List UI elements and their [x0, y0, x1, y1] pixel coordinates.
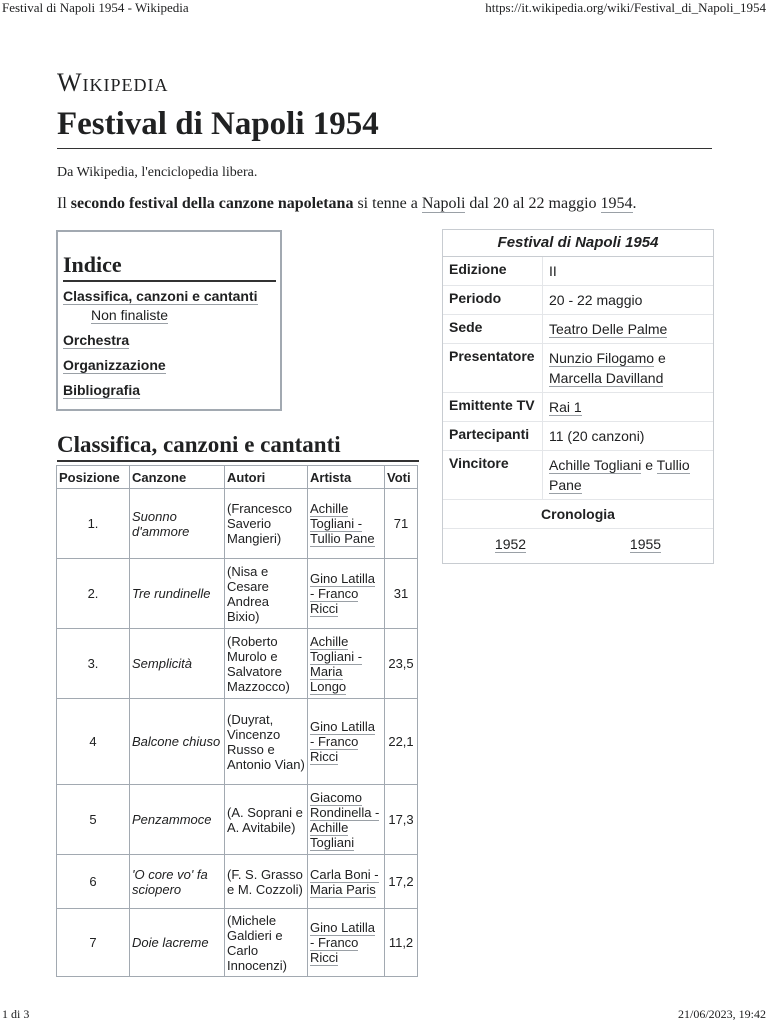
print-datetime: 21/06/2023, 19:42 — [677, 1007, 766, 1021]
infobox-row-sede — [443, 315, 713, 344]
infobox-row-presentatore — [443, 344, 713, 393]
infobox-key: Vincitore — [443, 451, 543, 499]
table-row — [57, 785, 418, 855]
cell-song: Penzammoce — [130, 785, 225, 855]
cell-authors: (Roberto Murolo e Salvatore Mazzocco) — [225, 629, 308, 699]
artist-link[interactable]: Gino Latilla - Franco Ricci — [310, 719, 376, 764]
cell-song: Semplicità — [130, 629, 225, 699]
cell-artist[interactable] — [308, 629, 385, 699]
toc-title: Indice — [63, 252, 276, 282]
col-header-autori: Autori — [225, 466, 308, 489]
table-row — [57, 559, 418, 629]
cell-position: 1. — [57, 489, 130, 559]
infobox-key: Periodo — [443, 286, 543, 314]
link-winner-2[interactable]: Tullio Pane — [549, 457, 690, 493]
cell-artist[interactable] — [308, 909, 385, 977]
link-next-edition[interactable]: 1955 — [629, 536, 662, 552]
page-title: Festival di Napoli 1954 — [57, 104, 712, 149]
artist-link[interactable]: Gino Latilla - Franco Ricci — [310, 920, 376, 965]
col-header-voti: Voti — [385, 466, 418, 489]
artist-link[interactable]: Achille Togliani - Tullio Pane — [310, 501, 375, 546]
cell-authors: (F. S. Grasso e M. Cozzoli) — [225, 855, 308, 909]
separator-text: e — [654, 350, 666, 366]
table-row — [57, 855, 418, 909]
table-row — [57, 629, 418, 699]
cell-position: 5 — [57, 785, 130, 855]
cell-song: 'O core vo' fa sciopero — [130, 855, 225, 909]
cell-votes: 23,5 — [385, 629, 418, 699]
cell-votes: 17,2 — [385, 855, 418, 909]
infobox-section-cronologia: Cronologia — [443, 500, 713, 529]
section-heading: Classifica, canzoni e cantanti — [57, 432, 419, 462]
cell-artist[interactable] — [308, 559, 385, 629]
infobox-key: Presentatore — [443, 344, 543, 392]
infobox-value — [543, 393, 713, 421]
cell-song: Doie lacreme — [130, 909, 225, 977]
intro-text: Il — [57, 195, 71, 212]
infobox-row-vincitore — [443, 451, 713, 500]
ranking-table — [56, 465, 418, 977]
infobox-key: Emittente TV — [443, 393, 543, 421]
cell-position: 6 — [57, 855, 130, 909]
cell-authors: (Francesco Saverio Mangieri) — [225, 489, 308, 559]
toc-item-non-finaliste[interactable]: Non finaliste — [91, 307, 169, 323]
toc-item-classifica[interactable]: Classifica, canzoni e cantanti — [63, 288, 258, 304]
toc-item-organizzazione[interactable]: Organizzazione — [63, 357, 166, 373]
cell-song: Balcone chiuso — [130, 699, 225, 785]
cell-votes: 71 — [385, 489, 418, 559]
infobox-value — [543, 451, 713, 499]
cell-artist[interactable] — [308, 855, 385, 909]
col-header-canzone: Canzone — [130, 466, 225, 489]
link-rai[interactable]: Rai 1 — [549, 399, 582, 415]
link-napoli[interactable]: Napoli — [421, 195, 466, 212]
infobox-row-edizione — [443, 257, 713, 286]
artist-link[interactable]: Giacomo Rondinella - Achille Togliani — [310, 789, 380, 850]
table-row — [57, 699, 418, 785]
infobox — [442, 229, 714, 564]
toc-item-bibliografia[interactable]: Bibliografia — [63, 382, 141, 398]
cell-votes: 22,1 — [385, 699, 418, 785]
link-presenter-2[interactable]: Marcella Davilland — [549, 370, 664, 386]
page-url: https://it.wikipedia.org/wiki/Festival_di_Napoli_1954 — [485, 0, 766, 15]
cell-position: 3. — [57, 629, 130, 699]
infobox-value: 11 (20 canzoni) — [549, 428, 645, 444]
infobox-key: Edizione — [443, 257, 543, 285]
infobox-row-periodo — [443, 286, 713, 315]
table-of-contents — [56, 230, 282, 411]
artist-link[interactable]: Achille Togliani - Maria Longo — [310, 633, 363, 694]
table-row — [57, 489, 418, 559]
infobox-value — [543, 344, 713, 392]
separator-text: e — [641, 457, 657, 473]
site-subtitle: Da Wikipedia, l'enciclopedia libera. — [57, 165, 258, 180]
infobox-value: 20 - 22 maggio — [549, 292, 643, 308]
page-number: 1 di 3 — [2, 1007, 30, 1021]
intro-text: . — [632, 195, 637, 212]
infobox-row-partecipanti — [443, 422, 713, 451]
infobox-chronology — [443, 529, 713, 563]
cell-authors: (Nisa e Cesare Andrea Bixio) — [225, 559, 308, 629]
cell-artist[interactable] — [308, 785, 385, 855]
infobox-value — [543, 315, 713, 343]
cell-votes: 31 — [385, 559, 418, 629]
cell-artist[interactable] — [308, 699, 385, 785]
browser-page-title: Festival di Napoli 1954 - Wikipedia — [2, 0, 189, 15]
link-1954[interactable]: 1954 — [600, 195, 633, 212]
cell-artist[interactable] — [308, 489, 385, 559]
link-presenter-1[interactable]: Nunzio Filogamo — [549, 350, 655, 366]
intro-paragraph — [57, 195, 717, 213]
infobox-value: II — [549, 263, 557, 279]
infobox-key: Sede — [443, 315, 543, 343]
intro-text: dal 20 al 22 maggio — [465, 195, 601, 212]
toc-item-orchestra[interactable]: Orchestra — [63, 332, 130, 348]
col-header-posizione: Posizione — [57, 466, 130, 489]
cell-votes: 11,2 — [385, 909, 418, 977]
col-header-artista: Artista — [308, 466, 385, 489]
link-teatro[interactable]: Teatro Delle Palme — [549, 321, 668, 337]
cell-authors: (Duyrat, Vincenzo Russo e Antonio Vian) — [225, 699, 308, 785]
artist-link[interactable]: Carla Boni - Maria Paris — [310, 866, 379, 897]
cell-position: 2. — [57, 559, 130, 629]
table-row — [57, 909, 418, 977]
wikipedia-logo[interactable]: Wikipedia — [57, 68, 169, 97]
infobox-row-emittente — [443, 393, 713, 422]
link-prev-edition[interactable]: 1952 — [494, 536, 527, 552]
cell-authors: (Michele Galdieri e Carlo Innocenzi) — [225, 909, 308, 977]
infobox-caption: Festival di Napoli 1954 — [443, 230, 713, 257]
cell-song: Suonno d'ammore — [130, 489, 225, 559]
table-header-row — [57, 466, 418, 489]
intro-text: si tenne a — [353, 195, 422, 212]
cell-votes: 17,3 — [385, 785, 418, 855]
artist-link[interactable]: Gino Latilla - Franco Ricci — [310, 571, 376, 616]
cell-authors: (A. Soprani e A. Avitabile) — [225, 785, 308, 855]
link-winner-1[interactable]: Achille Togliani — [549, 457, 642, 473]
cell-position: 4 — [57, 699, 130, 785]
intro-bold: secondo festival della canzone napoletana — [70, 195, 354, 212]
cell-position: 7 — [57, 909, 130, 977]
cell-song: Tre rundinelle — [130, 559, 225, 629]
infobox-key: Partecipanti — [443, 422, 543, 450]
